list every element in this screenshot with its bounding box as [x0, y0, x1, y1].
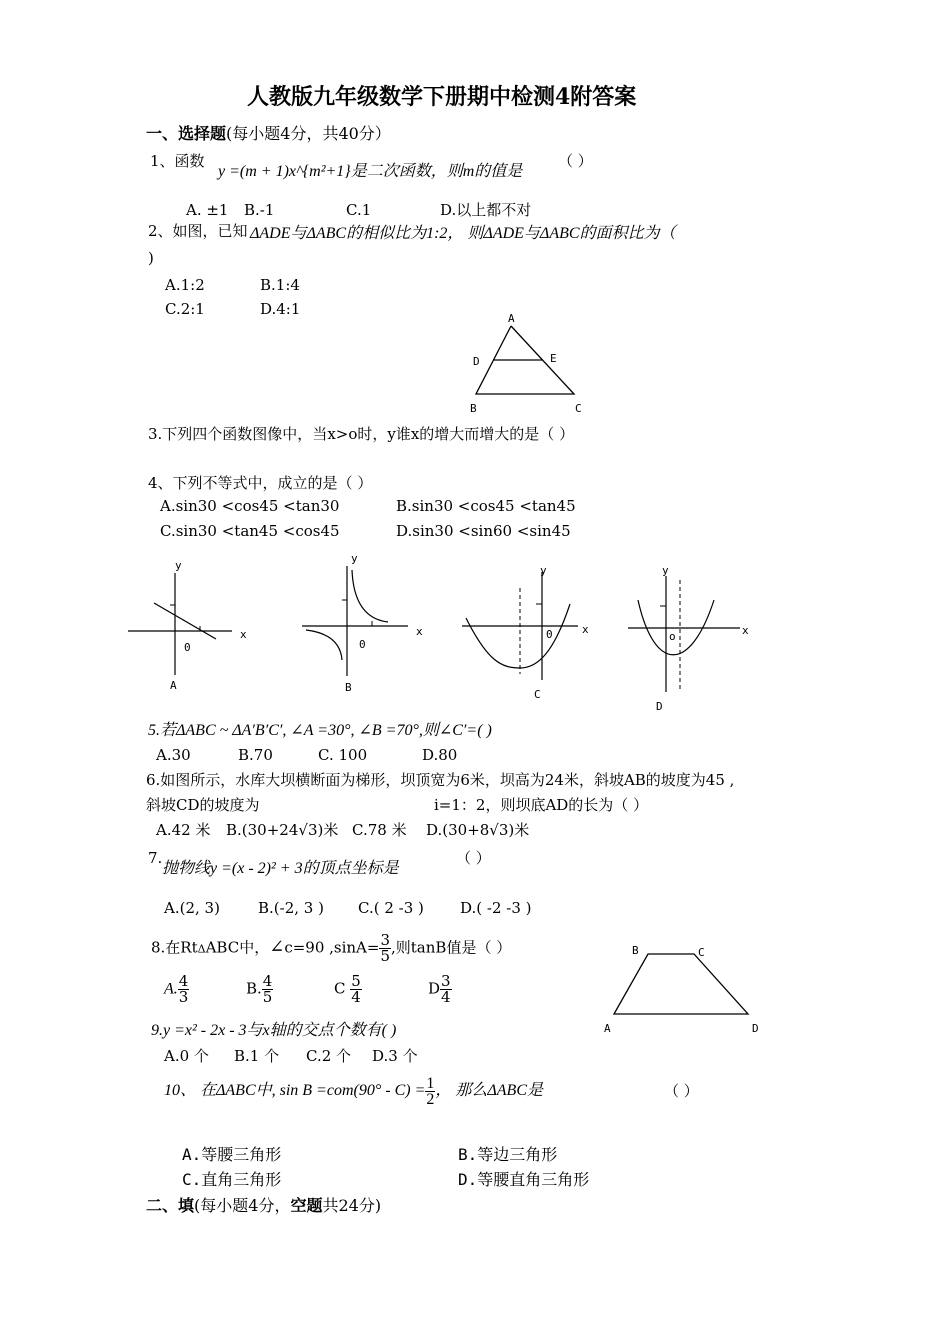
q4-option-b: B.sin30 <cos45 <tan45 [396, 497, 576, 515]
q2-option-c: C.2:1 [165, 300, 205, 318]
q8-option-d: D $\frac{3}{4}$ [428, 972, 451, 1006]
q2-formula: ΔADE与ΔABC的相似比为1:2， 则ΔADE与ΔABC的面积比为（ [250, 225, 676, 242]
q6-line2a: 斜坡CD的坡度为 [146, 796, 260, 814]
parabola-c [466, 604, 570, 668]
parabola-d [638, 600, 714, 655]
q7-option-d: D.( -2 -3 ) [460, 899, 532, 917]
q6-option-c: C.78 米 [352, 821, 407, 839]
q10-option-b: B.等边三角形 [458, 1145, 558, 1164]
q6-trapezoid-figure [600, 938, 770, 1038]
origin-label: 0 [546, 628, 553, 641]
origin-label: 0 [184, 641, 191, 654]
q2-continuation: ) [148, 249, 154, 267]
q2-option-d: D.4:1 [260, 300, 301, 318]
q9-option-d: D.3 个 [372, 1047, 418, 1065]
angle-symbol: ∠ [269, 936, 285, 958]
axis-y-label: y [540, 564, 547, 577]
label-c: C [698, 946, 705, 959]
graph-label-c: C [534, 688, 541, 701]
q7-formula: 抛物线y =(x - 2)² + 3的顶点坐标是 [162, 860, 399, 877]
q10-fraction: $\frac{1}{2}$ [426, 1074, 435, 1108]
q6-option-a: A.42 米 [156, 821, 211, 839]
axis-x-label: x [416, 625, 423, 638]
label-e: E [550, 352, 557, 365]
q10-part-b: ， 那么ΔABC是 [435, 1082, 543, 1099]
q10-option-a: A.等腰三角形 [182, 1145, 282, 1164]
q4-option-a: A.sin30 <cos45 <tan30 [160, 497, 340, 515]
q2-option-a: A.1:2 [165, 276, 205, 294]
q7-option-b: B.(-2, 3 ) [258, 899, 324, 917]
q5-option-d: D.80 [422, 746, 458, 764]
q3-text: 3.下列四个函数图像中，当x>o时，y谁x的增大而增大的是（ ） [148, 425, 575, 443]
section-label: 一、选择题 [146, 124, 227, 143]
q10-option-d: D.等腰直角三角形 [458, 1170, 590, 1189]
graph-label-d: D [656, 700, 663, 713]
section2-note-a: (每小题4分， [194, 1196, 291, 1215]
section2-note-b: 共24分) [322, 1196, 382, 1215]
q5-option-c: C. 100 [318, 746, 368, 764]
q5-option-a: A.30 [156, 746, 191, 764]
q9-option-c: C.2 个 [306, 1047, 352, 1065]
q8-option-a: A. $\frac{4}{3}$ [164, 972, 189, 1006]
q9-option-b: B.1 个 [234, 1047, 280, 1065]
q2-prefix: 2、如图，已知 [148, 222, 248, 240]
q8-part-c: c=90 ,sinA= [284, 938, 380, 957]
axis-x-label: x [582, 623, 589, 636]
hyperbola-branch-2 [306, 630, 342, 660]
graph-label-b: B [345, 681, 352, 694]
q8-option-b: B. $\frac{4}{5}$ [246, 972, 273, 1006]
section-note: (每小题4分，共40分） [226, 124, 391, 143]
label-d: D [752, 1022, 759, 1035]
q6-option-b: B.(30+24√3)米 [226, 821, 339, 839]
q10-part-a: 10、 在ΔABC中, sin B =com(90° - C) = [164, 1082, 426, 1099]
q7-option-c: C.( 2 -3 ) [358, 899, 424, 917]
q5-text: 5.若ΔABC ~ ΔA′B′C′, ∠A =30°, ∠B =70°,则∠C′=( ) [148, 722, 492, 739]
origin-label: o [669, 630, 676, 643]
q10-paren: （ ） [664, 1082, 699, 1100]
label-b: B [632, 944, 639, 957]
decreasing-line [154, 603, 216, 639]
q9-option-a: A.0 个 [164, 1047, 209, 1065]
page-title: 人教版九年级数学下册期中检测4附答案 [247, 84, 637, 110]
section2-label-b: 空题 [290, 1196, 323, 1215]
axis-x-label: x [240, 628, 247, 641]
q1-prefix: 1、函数 [150, 152, 205, 170]
q2-option-b: B.1:4 [260, 276, 300, 294]
q1-option-d: D.以上都不对 [440, 201, 532, 219]
triangle-symbol: Δ [197, 942, 206, 956]
q5-option-b: B.70 [238, 746, 273, 764]
axis-y-label: y [175, 559, 182, 572]
q8-part-b: ABC中， [205, 938, 270, 957]
q7-prefix: 7. [148, 849, 163, 867]
q1-option-a: A. ±1 [186, 201, 229, 219]
hyperbola-branch-1 [352, 570, 388, 622]
label-a: A [508, 312, 515, 325]
section-heading-choice [146, 125, 391, 143]
q4-text: 4、下列不等式中，成立的是（ ） [148, 474, 373, 492]
label-d: D [473, 355, 480, 368]
q4-option-d: D.sin30 <sin60 <sin45 [396, 522, 571, 540]
q1-option-c: C.1 [346, 201, 372, 219]
q1-paren: （ ） [558, 152, 593, 170]
graph-a [120, 555, 260, 695]
axis-y-label: y [351, 552, 358, 565]
q8-part-d: ,则tanB值是（ ） [391, 938, 512, 957]
q7-paren: （ ） [456, 849, 491, 867]
graph-label-a: A [170, 679, 177, 692]
q8-option-c: C $\frac{5}{4}$ [334, 972, 361, 1006]
q10-text [164, 1074, 543, 1108]
graph-c [458, 562, 608, 702]
q6-option-d: D.(30+8√3)米 [426, 821, 530, 839]
q1-formula: y =(m + 1)x^{m²+1}是二次函数，则m的值是 [218, 163, 523, 180]
axis-y-label: y [662, 564, 669, 577]
q2-triangle-figure [460, 308, 600, 420]
q8-text [151, 933, 511, 964]
q7-option-a: A.(2, 3) [164, 899, 220, 917]
section-heading-fill [146, 1197, 381, 1215]
origin-label: 0 [359, 638, 366, 651]
graph-d [624, 562, 764, 712]
q9-formula: 9.y =x² - 2x - 3与x轴的交点个数有( ) [151, 1022, 397, 1039]
q10-option-c: C.直角三角形 [182, 1170, 282, 1189]
axis-x-label: x [742, 624, 749, 637]
label-c: C [575, 402, 582, 415]
label-a: A [604, 1022, 611, 1035]
q6-line2b: i=1：2，则坝底AD的长为（ ） [434, 796, 649, 814]
q6-line1: 6.如图所示，水库大坝横断面为梯形，坝顶宽为6米，坝高为24米，斜坡AB的坡度为45 , [146, 771, 735, 789]
q4-option-c: C.sin30 <tan45 <cos45 [160, 522, 340, 540]
label-b: B [470, 402, 477, 415]
trapezoid-abcd [614, 954, 748, 1014]
graph-b [296, 548, 436, 698]
q1-option-b: B.-1 [244, 201, 275, 219]
section2-label-a: 二、填 [146, 1196, 195, 1215]
q8-part-a: 8.在Rt [151, 938, 198, 957]
q8-fraction: $\frac{3}{5}$ [380, 931, 391, 965]
